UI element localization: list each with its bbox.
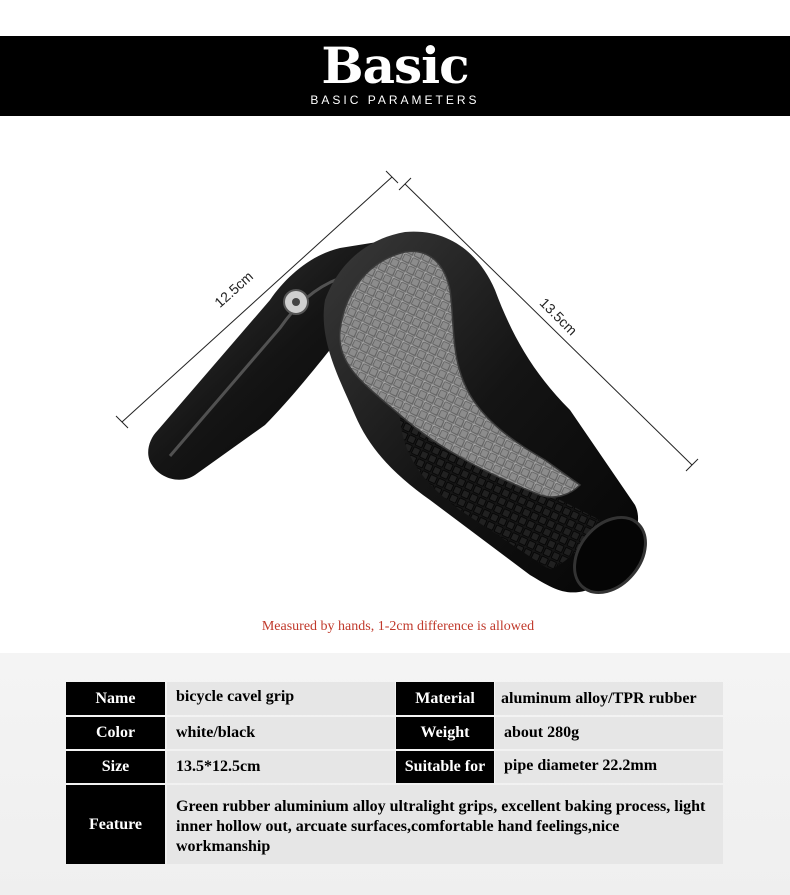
header-subtitle: BASIC PARAMETERS [310,93,480,107]
dimension-label-right: 13.5cm [536,294,581,339]
spec-name-value: bicycle cavel grip [167,682,395,715]
header-banner [0,36,790,116]
spec-name-label: Name [66,682,165,715]
spec-size-label: Size [66,751,165,783]
spec-material-label: Material [396,682,494,715]
spec-suitable-label: Suitable for [396,751,494,783]
spec-color-value: white/black [167,717,395,749]
dimension-label-left: 12.5cm [211,267,257,311]
spec-weight-label: Weight [396,717,494,749]
spec-weight-value: about 280g [495,717,723,749]
spec-feature-value: Green rubber aluminium alloy ultralight grips, excellent baking process, light inner hollow out, arcuate surfaces,comfortable hand feelings,nice workmanship [167,785,723,864]
header-title: Basic [321,36,469,95]
spec-material-value: aluminum alloy/TPR rubber [495,682,723,715]
spec-suitable-value: pipe diameter 22.2mm [495,751,723,783]
spec-color-label: Color [66,717,165,749]
product-image [100,160,700,610]
measurement-note: Measured by hands, 1-2cm difference is allowed [261,619,535,634]
spec-size-value: 13.5*12.5cm [167,751,395,783]
spec-feature-label: Feature [66,785,165,864]
